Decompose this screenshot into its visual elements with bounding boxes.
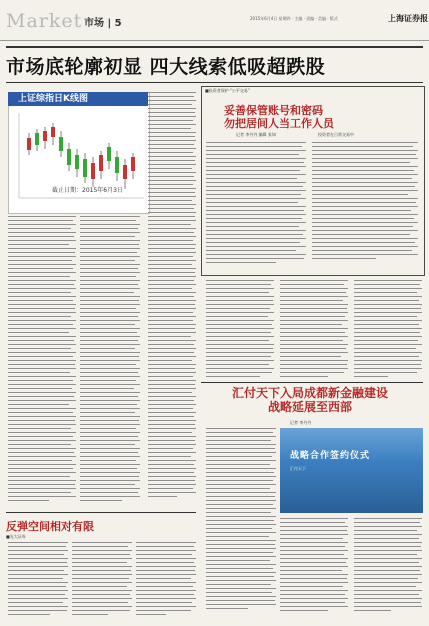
chart-caption: 截止日期：2015年6月3日	[52, 187, 123, 194]
news-title-line-1: 汇付天下入局成都新金融建设	[232, 386, 389, 400]
column-rule	[6, 512, 196, 513]
headline-rule	[6, 82, 423, 83]
lower-column-1	[206, 280, 274, 380]
kline-chart	[8, 92, 150, 214]
feature-byline: 记者 李丹丹 编辑 张知	[236, 132, 276, 137]
column-text-2	[72, 542, 132, 620]
news-column-3	[354, 518, 422, 620]
column-byline: ■光大证券	[6, 534, 26, 539]
lower-column-3	[354, 280, 422, 380]
section-name: 市场 | 5	[84, 18, 122, 29]
news-title-line-2: 战略延展至西部	[268, 400, 353, 414]
column-text-1	[8, 542, 68, 620]
lower-column-2	[280, 280, 348, 380]
feature-column-2	[312, 142, 418, 270]
section-logo: Market	[6, 10, 83, 32]
news-column-2	[280, 518, 348, 620]
column-text-3	[136, 542, 196, 620]
kline-chart-svg	[9, 93, 149, 213]
publication-info: 2015年6月4日 星期四 · 主编 · 责编 · 美编 · 版式	[250, 16, 338, 21]
article-column-3	[148, 92, 196, 506]
newspaper-name: 上海证券报	[388, 13, 428, 23]
feature-note: 投资者在日常交易中	[318, 132, 354, 137]
article-column-2	[80, 216, 140, 506]
photo-banner-text: 战略合作签约仪式	[290, 451, 371, 461]
feature-title	[224, 104, 334, 130]
column-title: 反弹空间相对有限	[6, 520, 94, 533]
feature-column-1	[206, 142, 306, 270]
feature-tag: ■投资者保护·"公平交易"	[205, 88, 250, 93]
feature-title-line-1: 妥善保管账号和密码	[224, 104, 323, 117]
feature-title-line-2: 勿把居间人当工作人员	[224, 117, 334, 130]
main-headline: 市场底轮廓初显 四大线索低吸超跌股	[6, 56, 326, 78]
header-rule	[6, 46, 423, 48]
news-title	[232, 386, 388, 414]
news-author: 记者 李丹丹	[290, 420, 312, 425]
article-column-1	[8, 216, 76, 506]
photo-sub-text: 汇付天下	[290, 466, 306, 471]
news-rule	[201, 382, 423, 383]
news-column-1	[206, 428, 276, 620]
chart-banner: 上证综指日K线图	[8, 92, 148, 106]
